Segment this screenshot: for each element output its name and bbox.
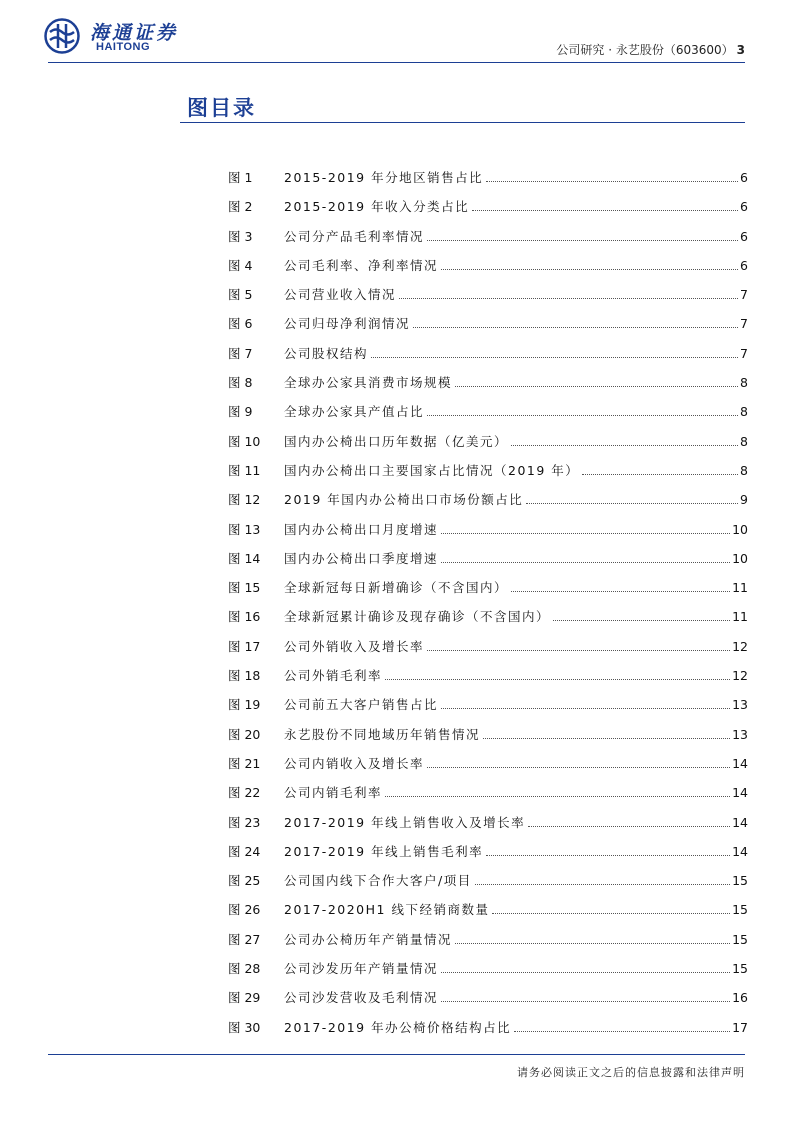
- toc-leader-dots: [486, 181, 738, 182]
- toc-figure-number: 图 23: [228, 814, 261, 830]
- toc-entry[interactable]: [228, 725, 748, 754]
- toc-leader-dots: [427, 767, 730, 768]
- toc-entry-title: 2017-2019 年办公椅价格结构占比: [284, 1019, 512, 1035]
- toc-entry[interactable]: [228, 461, 748, 490]
- footer-disclaimer: 请务必阅读正文之后的信息披露和法律声明: [517, 1066, 745, 1079]
- toc-entry[interactable]: [228, 959, 748, 988]
- brand-name-en: HAITONG: [96, 41, 151, 53]
- toc-entry-title: 国内办公椅出口历年数据（亿美元）: [284, 433, 509, 449]
- toc-figure-number: 图 17: [228, 638, 261, 654]
- toc-entry-title: 永艺股份不同地域历年销售情况: [284, 726, 481, 742]
- toc-page-number: 12: [732, 638, 748, 654]
- toc-figure-number: 图 11: [228, 462, 261, 478]
- toc-entry-title: 2015-2019 年分地区销售占比: [284, 170, 484, 185]
- toc-leader-dots: [526, 503, 738, 504]
- toc-page-number: 15: [732, 931, 748, 947]
- toc-entry-title: 公司分产品毛利率情况: [284, 228, 425, 244]
- toc-figure-number: 图 29: [228, 990, 261, 1006]
- toc-entry-title: 公司办公椅历年产销量情况: [284, 931, 453, 947]
- toc-leader-dots: [385, 679, 730, 680]
- toc-entry[interactable]: [228, 813, 748, 842]
- toc-leader-dots: [441, 1001, 730, 1002]
- toc-figure-number: 图 13: [228, 521, 261, 537]
- toc-page-number: 13: [732, 697, 748, 713]
- toc-entry[interactable]: [228, 373, 748, 402]
- toc-leader-dots: [455, 943, 730, 944]
- toc-leader-dots: [371, 357, 738, 358]
- toc-figure-number: 图 5: [228, 287, 253, 303]
- toc-figure-number: 图 7: [228, 345, 253, 361]
- toc-leader-dots: [427, 650, 730, 651]
- toc-leader-dots: [492, 913, 730, 914]
- toc-page-number: 14: [732, 785, 748, 801]
- toc-entry[interactable]: [228, 1018, 748, 1047]
- toc-leader-dots: [441, 533, 730, 534]
- toc-leader-dots: [472, 210, 738, 211]
- toc-entry[interactable]: [228, 607, 748, 636]
- toc-entry-title: 2017-2019 年线上销售收入及增长率: [284, 814, 526, 830]
- toc-figure-number: 图 4: [228, 257, 253, 273]
- toc-page-number: 6: [740, 257, 748, 273]
- toc-figure-number: 图 12: [228, 492, 261, 508]
- toc-figure-number: 图 24: [228, 843, 261, 859]
- toc-entry-title: 公司沙发营收及毛利情况: [284, 990, 439, 1006]
- toc-entry-title: 公司营业收入情况: [284, 287, 397, 303]
- toc-page-number: 16: [732, 990, 748, 1006]
- toc-entry-title: 2017-2020H1 线下经销商数量: [284, 902, 490, 918]
- toc-figure-number: 图 3: [228, 228, 253, 244]
- toc-page-number: 11: [732, 609, 748, 625]
- toc-page-number: 6: [740, 228, 748, 244]
- toc-figure-number: 图 22: [228, 785, 261, 801]
- toc-entry[interactable]: [228, 842, 748, 871]
- toc-entry-title: 公司毛利率、净利率情况: [284, 257, 439, 273]
- toc-entry[interactable]: [228, 197, 748, 226]
- toc-figure-number: 图 2: [228, 199, 253, 215]
- report-info: [556, 41, 745, 58]
- toc-figure-number: 图 14: [228, 550, 261, 566]
- toc-leader-dots: [385, 796, 730, 797]
- toc-page-number: 7: [740, 287, 748, 303]
- toc-entry-title: 公司外销毛利率: [284, 668, 383, 684]
- report-info-text: 公司研究 · 永艺股份（603600）: [556, 43, 734, 57]
- toc-figure-number: 图 30: [228, 1019, 261, 1035]
- toc-leader-dots: [582, 474, 738, 475]
- toc-entry[interactable]: [228, 549, 748, 578]
- toc-page-number: 13: [732, 726, 748, 742]
- toc-entry-title: 公司沙发历年产销量情况: [284, 961, 439, 977]
- toc-entry-title: 2019 年国内办公椅出口市场份额占比: [284, 492, 524, 508]
- toc-page-number: 8: [740, 404, 748, 420]
- toc-figure-number: 图 10: [228, 433, 261, 449]
- toc-entry-title: 全球新冠每日新增确诊（不含国内）: [284, 580, 509, 596]
- toc-page-number: 12: [732, 668, 748, 684]
- toc-page-number: 8: [740, 462, 748, 478]
- toc-leader-dots: [441, 972, 730, 973]
- toc-entry-title: 国内办公椅出口主要国家占比情况（2019 年）: [284, 462, 580, 478]
- toc-entry[interactable]: [228, 314, 748, 343]
- toc-entry-title: 国内办公椅出口季度增速: [284, 550, 439, 566]
- toc-figure-number: 图 21: [228, 755, 261, 771]
- toc-figure-number: 图 16: [228, 609, 261, 625]
- toc-page-number: 15: [732, 902, 748, 918]
- toc-entry-title: 2017-2019 年线上销售毛利率: [284, 843, 484, 859]
- toc-figure-number: 图 9: [228, 404, 253, 420]
- toc-leader-dots: [475, 884, 730, 885]
- toc-entry[interactable]: [228, 432, 748, 461]
- header-divider: [48, 62, 745, 63]
- toc-entry[interactable]: [228, 490, 748, 519]
- toc-page-number: 6: [740, 170, 748, 185]
- toc-entry-title: 公司前五大客户销售占比: [284, 697, 439, 713]
- toc-entry-title: 国内办公椅出口月度增速: [284, 521, 439, 537]
- toc-entry-title: 公司外销收入及增长率: [284, 638, 425, 654]
- toc-page-number: 15: [732, 873, 748, 889]
- toc-entry[interactable]: [228, 168, 748, 197]
- toc-entry[interactable]: [228, 695, 748, 724]
- footer-divider: [48, 1054, 745, 1055]
- figure-toc-list: [228, 168, 748, 1047]
- toc-leader-dots: [511, 591, 730, 592]
- toc-figure-number: 图 1: [228, 170, 253, 185]
- toc-entry[interactable]: [228, 402, 748, 431]
- page-header: [0, 0, 793, 68]
- toc-leader-dots: [427, 415, 738, 416]
- toc-page-number: 6: [740, 199, 748, 215]
- toc-leader-dots: [528, 826, 730, 827]
- title-divider: [180, 122, 745, 123]
- toc-figure-number: 图 25: [228, 873, 261, 889]
- toc-figure-number: 图 28: [228, 961, 261, 977]
- toc-leader-dots: [514, 1031, 730, 1032]
- toc-page-number: 10: [732, 550, 748, 566]
- toc-entry[interactable]: [228, 256, 748, 285]
- toc-leader-dots: [441, 269, 738, 270]
- toc-entry[interactable]: [228, 871, 748, 900]
- toc-leader-dots: [486, 855, 730, 856]
- toc-leader-dots: [511, 445, 738, 446]
- toc-entry[interactable]: [228, 520, 748, 549]
- toc-leader-dots: [483, 738, 730, 739]
- toc-page-number: 7: [740, 345, 748, 361]
- toc-figure-number: 图 6: [228, 316, 253, 332]
- toc-entry-title: 公司内销毛利率: [284, 785, 383, 801]
- toc-entry-title: 全球办公家具产值占比: [284, 404, 425, 420]
- toc-leader-dots: [441, 562, 730, 563]
- toc-entry[interactable]: [228, 227, 748, 256]
- toc-figure-number: 图 15: [228, 580, 261, 596]
- toc-page-number: 11: [732, 580, 748, 596]
- toc-entry[interactable]: [228, 666, 748, 695]
- toc-page-number: 14: [732, 755, 748, 771]
- toc-entry-title: 全球办公家具消费市场规模: [284, 375, 453, 391]
- toc-leader-dots: [413, 327, 738, 328]
- toc-figure-number: 图 26: [228, 902, 261, 918]
- toc-entry[interactable]: [228, 578, 748, 607]
- toc-figure-number: 图 27: [228, 931, 261, 947]
- toc-leader-dots: [441, 708, 730, 709]
- toc-entry-title: 2015-2019 年收入分类占比: [284, 199, 470, 215]
- toc-page-number: 7: [740, 316, 748, 332]
- toc-page-number: 8: [740, 433, 748, 449]
- toc-page-number: 9: [740, 492, 748, 508]
- toc-entry[interactable]: [228, 637, 748, 666]
- toc-entry[interactable]: [228, 783, 748, 812]
- toc-entry-title: 全球新冠累计确诊及现存确诊（不含国内）: [284, 609, 551, 625]
- haitong-logo-icon: [44, 18, 80, 54]
- toc-entry-title: 公司国内线下合作大客户/项目: [284, 873, 472, 889]
- toc-entry-title: 公司归母净利润情况: [284, 316, 411, 332]
- toc-leader-dots: [455, 386, 738, 387]
- toc-figure-number: 图 19: [228, 697, 261, 713]
- page-title: 图目录: [187, 96, 256, 120]
- toc-entry[interactable]: [228, 754, 748, 783]
- toc-page-number: 10: [732, 521, 748, 537]
- toc-entry[interactable]: [228, 285, 748, 314]
- toc-entry[interactable]: [228, 900, 748, 929]
- toc-entry-title: 公司内销收入及增长率: [284, 755, 425, 771]
- toc-leader-dots: [399, 298, 738, 299]
- toc-entry[interactable]: [228, 930, 748, 959]
- toc-entry-title: 公司股权结构: [284, 345, 369, 361]
- toc-figure-number: 图 18: [228, 668, 261, 684]
- toc-figure-number: 图 8: [228, 375, 253, 391]
- page-number: 3: [736, 43, 745, 57]
- toc-page-number: 17: [732, 1019, 748, 1035]
- toc-figure-number: 图 20: [228, 726, 261, 742]
- toc-leader-dots: [553, 620, 730, 621]
- toc-entry[interactable]: [228, 988, 748, 1017]
- toc-leader-dots: [427, 240, 738, 241]
- toc-page-number: 14: [732, 843, 748, 859]
- toc-entry[interactable]: [228, 344, 748, 373]
- toc-page-number: 8: [740, 375, 748, 391]
- toc-page-number: 15: [732, 961, 748, 977]
- toc-page-number: 14: [732, 814, 748, 830]
- brand-name-cn: 海通证券: [90, 22, 179, 44]
